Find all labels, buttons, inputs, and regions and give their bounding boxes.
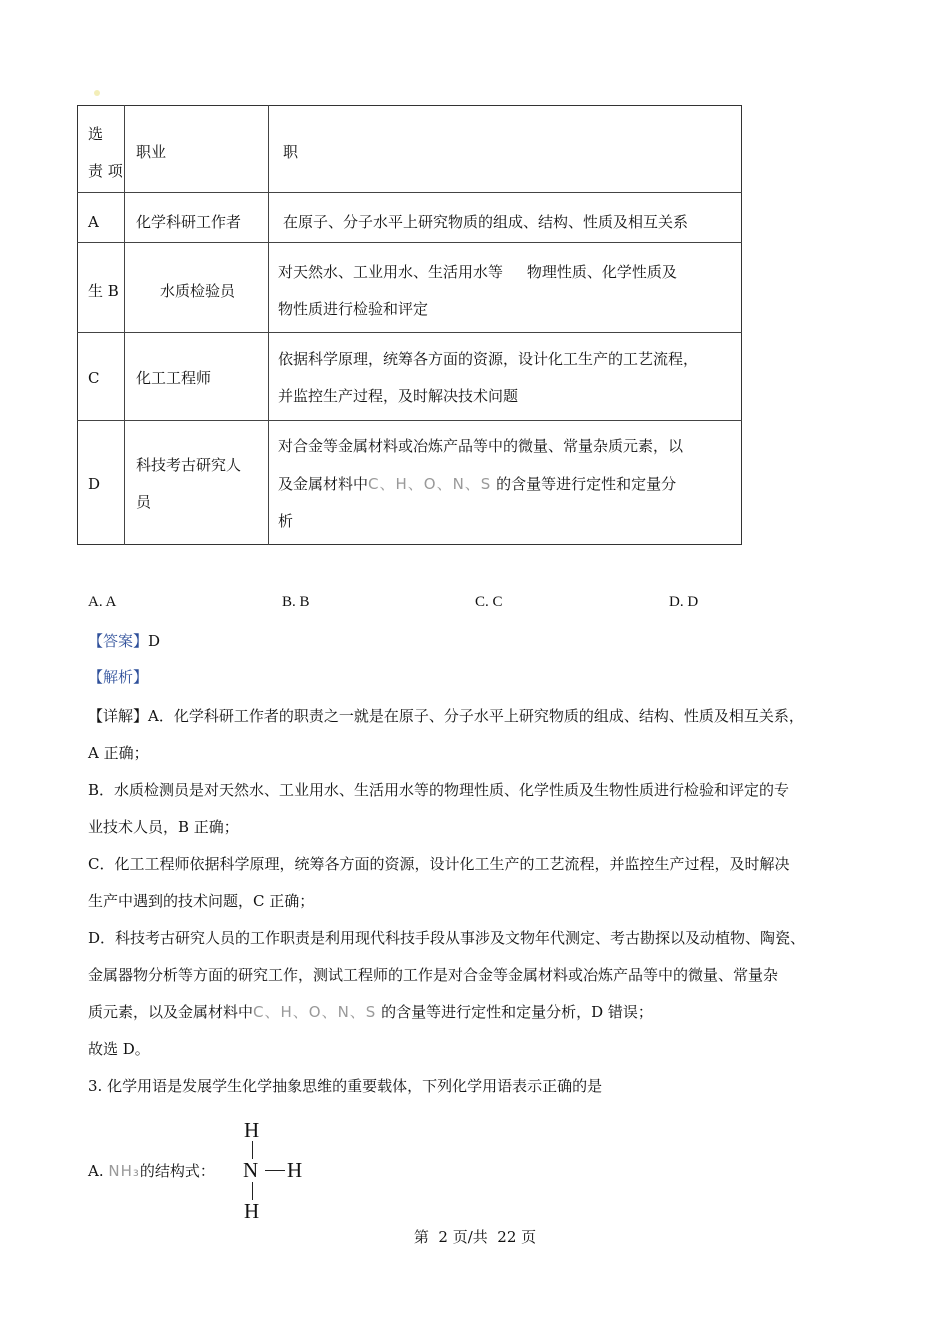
page-footer: 第 2 页/共 22 页 [413, 1228, 537, 1246]
structure-h-bottom: H [244, 1199, 260, 1223]
structure-n: N [243, 1158, 259, 1182]
explanation-line-9: 质元素，以及金属材料中C、H、O、N、S 的含量等进行定性和定量分析，D 错误； [88, 1003, 653, 1021]
table-divider [77, 332, 742, 333]
table-row-c-duty-2: 并监控生产过程，及时解决技术问题 [278, 387, 519, 405]
table-row-d-duty-1: 对合金等金属材料或冶炼产品等中的微量、常量杂质元素，以 [278, 437, 684, 455]
table-row-b-option: 生 B [88, 282, 119, 300]
explanation-line-8: 金属器物分析等方面的研究工作，测试工程师的工作是对合金等金属材料或冶炼产品等中的微量、常量杂 [88, 966, 779, 984]
bond-line [252, 1182, 253, 1200]
table-divider [124, 105, 125, 545]
choice-b: B. B [282, 594, 310, 610]
table-row-d-option: D [88, 475, 101, 493]
answer-value: D [148, 632, 161, 650]
table-row-c-option: C [88, 369, 100, 387]
explanation-line-4: 业技术人员，B 正确； [88, 818, 239, 836]
structure-h-top: H [244, 1118, 260, 1142]
table-row-a-job: 化学科研工作者 [136, 213, 242, 231]
table-divider [77, 192, 742, 193]
table-row-b-duty-2: 物性质进行检验和评定 [278, 300, 429, 318]
explanation-line-10: 故选 D。 [88, 1040, 150, 1058]
bond-line [252, 1141, 253, 1159]
table-row-d-duty-3: 析 [278, 512, 294, 530]
explanation-line-7: D．科技考古研究人员的工作职责是利用现代科技手段从事涉及文物年代测定、考古勘探以及动植物、陶瓷、 [88, 929, 806, 947]
table-header-option-2: 责 项 [88, 162, 123, 180]
question-3-stem: 3. 化学用语是发展学生化学抽象思维的重要载体，下列化学用语表示正确的是 [88, 1077, 603, 1095]
structure-h-right: H [287, 1158, 303, 1182]
answer-line [88, 631, 160, 651]
table-row-d-job-2: 员 [136, 493, 152, 511]
element-symbols: C、H、O、N、S [253, 1003, 377, 1021]
detail-label: 【详解】 [88, 707, 149, 725]
element-symbols: C、H、O、N、S [368, 475, 492, 493]
choice-a: A. A [88, 594, 117, 610]
table-row-b-duty-1: 对天然水、工业用水、生活用水等 物理性质、化学性质及 [278, 263, 677, 281]
table-header-duty: 职 [283, 143, 299, 161]
table-header-option-1: 选 [88, 125, 104, 143]
table-row-c-job: 化工工程师 [136, 369, 212, 387]
explanation-line-6: 生产中遇到的技术问题，C 正确； [88, 892, 315, 910]
table-row-a-duty: 在原子、分子水平上研究物质的组成、结构、性质及相互关系 [283, 213, 689, 231]
nh3-formula: NH₃ [108, 1162, 140, 1180]
table-header-job: 职业 [136, 143, 167, 161]
bond-line [265, 1170, 285, 1171]
table-row-b-job: 水质检验员 [160, 282, 236, 300]
explanation-line-1: 【详解】A．化学科研工作者的职责之一就是在原子、分子水平上研究物质的组成、结构、性质及相互关系， [88, 707, 804, 725]
table-divider [268, 105, 269, 545]
table-row-d-job-1: 科技考古研究人 [136, 456, 242, 474]
table-row-c-duty-1: 依据科学原理，统筹各方面的资源，设计化工生产的工艺流程， [278, 350, 699, 368]
explanation-line-5: C．化工工程师依据科学原理，统筹各方面的资源，设计化工生产的工艺流程，并监控生产过程，及时解决 [88, 855, 790, 873]
answer-label: 【答案】 [88, 632, 149, 650]
explanation-line-2: A 正确； [88, 744, 149, 762]
question-3-option-a: A. NH₃的结构式： [88, 1162, 215, 1180]
choice-c: C. C [475, 594, 503, 610]
faint-mark-icon [94, 90, 100, 96]
analysis-label: 【解析】 [88, 668, 149, 686]
choice-d: D. D [669, 594, 699, 610]
table-divider [77, 420, 742, 421]
explanation-line-3: B．水质检测员是对天然水、工业用水、生活用水等的物理性质、化学性质及生物性质进行检验和评定的专 [88, 781, 790, 799]
table-row-a-option: A [88, 213, 99, 231]
table-row-d-duty-2: 及金属材料中C、H、O、N、S 的含量等进行定性和定量分 [278, 475, 677, 493]
table-divider [77, 242, 742, 243]
